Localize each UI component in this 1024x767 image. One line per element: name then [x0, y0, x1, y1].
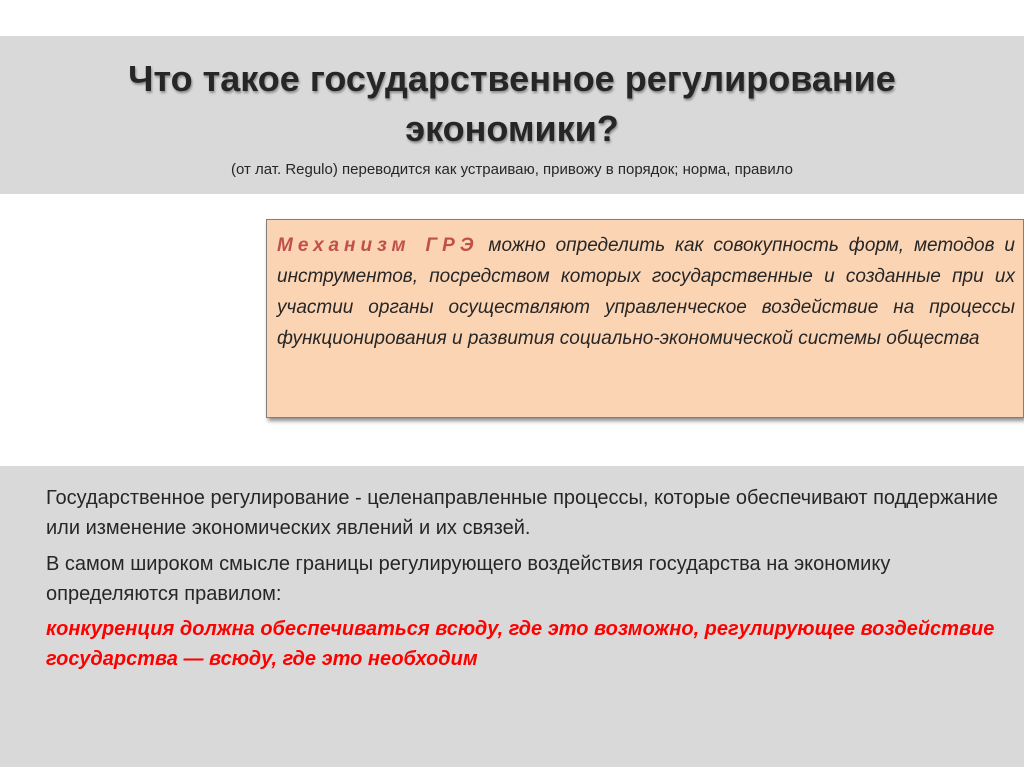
paragraph-definition: Государственное регулирование - целенаправленные процессы, которые обеспечивают поддержание или изменение экономических явлений и их связей.: [46, 487, 999, 539]
slide-subtitle: (от лат. Regulo) переводится как устраиваю, привожу в порядок; норма, правило: [230, 161, 794, 178]
definition-body: можно определить как совокупность форм, методов и инструментов, посредством которых государственные и созданные при их участии органы осуществляют управленческое воздействие на процессы функционирования и развития социально-экономической системы общества: [277, 235, 1015, 349]
definition-box: [266, 219, 1024, 418]
slide-title: Что такое государственное регулирование экономики?: [128, 58, 896, 149]
definition-term: Механизм ГРЭ: [277, 235, 479, 256]
definition-text: [277, 230, 1015, 354]
paragraph-rule: конкуренция должна обеспечиваться всюду, где это возможно, регулирующее воздействие государства — всюду, где это необходим: [46, 618, 995, 670]
paragraph-boundaries: В самом широком смысле границы регулирующего воздействия государства на экономику определяются правилом:: [46, 553, 891, 605]
